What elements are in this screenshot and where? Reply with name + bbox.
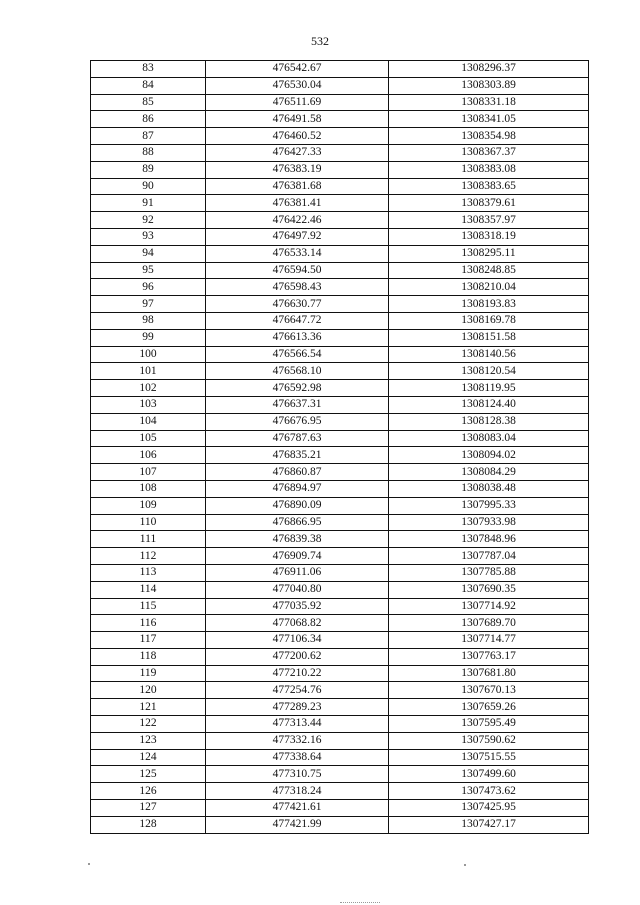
table-row <box>91 312 589 329</box>
table-row <box>91 144 589 161</box>
x-coordinate-cell: 477106.34 <box>206 632 389 649</box>
table-row <box>91 598 589 615</box>
point-number-cell: 102 <box>91 380 206 397</box>
y-coordinate-cell: 1307473.62 <box>389 783 589 800</box>
x-coordinate-cell: 477210.22 <box>206 665 389 682</box>
y-coordinate-cell: 1308318.19 <box>389 228 589 245</box>
point-number-cell: 84 <box>91 77 206 94</box>
point-number-cell: 114 <box>91 581 206 598</box>
scan-speck <box>464 864 466 866</box>
x-coordinate-cell: 476637.31 <box>206 396 389 413</box>
x-coordinate-cell: 476835.21 <box>206 447 389 464</box>
table-row <box>91 61 589 78</box>
table-row <box>91 648 589 665</box>
x-coordinate-cell: 477318.24 <box>206 783 389 800</box>
table-row <box>91 766 589 783</box>
y-coordinate-cell: 1308296.37 <box>389 61 589 78</box>
table-row <box>91 716 589 733</box>
table-row <box>91 800 589 817</box>
x-coordinate-cell: 476530.04 <box>206 77 389 94</box>
point-number-cell: 123 <box>91 732 206 749</box>
point-number-cell: 124 <box>91 749 206 766</box>
y-coordinate-cell: 1307595.49 <box>389 716 589 733</box>
scan-speck <box>88 863 90 865</box>
y-coordinate-cell: 1307681.80 <box>389 665 589 682</box>
point-number-cell: 120 <box>91 682 206 699</box>
y-coordinate-cell: 1307689.70 <box>389 615 589 632</box>
y-coordinate-cell: 1307427.17 <box>389 816 589 833</box>
x-coordinate-cell: 477068.82 <box>206 615 389 632</box>
point-number-cell: 98 <box>91 312 206 329</box>
table-row <box>91 161 589 178</box>
point-number-cell: 94 <box>91 245 206 262</box>
x-coordinate-cell: 476422.46 <box>206 212 389 229</box>
table-row <box>91 699 589 716</box>
y-coordinate-cell: 1307499.60 <box>389 766 589 783</box>
point-number-cell: 105 <box>91 430 206 447</box>
x-coordinate-cell: 477035.92 <box>206 598 389 615</box>
y-coordinate-cell: 1308120.54 <box>389 363 589 380</box>
point-number-cell: 90 <box>91 178 206 195</box>
table-row <box>91 262 589 279</box>
y-coordinate-cell: 1307933.98 <box>389 514 589 531</box>
x-coordinate-cell: 476511.69 <box>206 94 389 111</box>
table-row <box>91 228 589 245</box>
point-number-cell: 125 <box>91 766 206 783</box>
x-coordinate-cell: 477289.23 <box>206 699 389 716</box>
y-coordinate-cell: 1308128.38 <box>389 413 589 430</box>
x-coordinate-cell: 476647.72 <box>206 312 389 329</box>
page-number: 532 <box>311 34 329 48</box>
x-coordinate-cell: 476383.19 <box>206 161 389 178</box>
point-number-cell: 89 <box>91 161 206 178</box>
y-coordinate-cell: 1308303.89 <box>389 77 589 94</box>
y-coordinate-cell: 1307425.95 <box>389 800 589 817</box>
point-number-cell: 118 <box>91 648 206 665</box>
x-coordinate-cell: 476381.41 <box>206 195 389 212</box>
table-row <box>91 514 589 531</box>
table-row <box>91 581 589 598</box>
x-coordinate-cell: 476568.10 <box>206 363 389 380</box>
point-number-cell: 122 <box>91 716 206 733</box>
x-coordinate-cell: 476598.43 <box>206 279 389 296</box>
table-row <box>91 682 589 699</box>
y-coordinate-cell: 1308119.95 <box>389 380 589 397</box>
point-number-cell: 103 <box>91 396 206 413</box>
point-number-cell: 106 <box>91 447 206 464</box>
point-number-cell: 116 <box>91 615 206 632</box>
y-coordinate-cell: 1307659.26 <box>389 699 589 716</box>
point-number-cell: 127 <box>91 800 206 817</box>
table-row <box>91 430 589 447</box>
y-coordinate-cell: 1308383.08 <box>389 161 589 178</box>
x-coordinate-cell: 476491.58 <box>206 111 389 128</box>
point-number-cell: 121 <box>91 699 206 716</box>
table-row <box>91 128 589 145</box>
x-coordinate-cell: 476427.33 <box>206 144 389 161</box>
x-coordinate-cell: 476460.52 <box>206 128 389 145</box>
x-coordinate-cell: 476542.67 <box>206 61 389 78</box>
x-coordinate-cell: 476630.77 <box>206 296 389 313</box>
y-coordinate-cell: 1308094.02 <box>389 447 589 464</box>
table-row <box>91 816 589 833</box>
y-coordinate-cell: 1308084.29 <box>389 464 589 481</box>
x-coordinate-cell: 476890.09 <box>206 497 389 514</box>
x-coordinate-cell: 477338.64 <box>206 749 389 766</box>
point-number-cell: 101 <box>91 363 206 380</box>
y-coordinate-cell: 1308210.04 <box>389 279 589 296</box>
y-coordinate-cell: 1308038.48 <box>389 480 589 497</box>
x-coordinate-cell: 477200.62 <box>206 648 389 665</box>
point-number-cell: 93 <box>91 228 206 245</box>
table-row <box>91 346 589 363</box>
y-coordinate-cell: 1308367.37 <box>389 144 589 161</box>
table-row <box>91 329 589 346</box>
x-coordinate-cell: 477421.61 <box>206 800 389 817</box>
x-coordinate-cell: 476839.38 <box>206 531 389 548</box>
table-row <box>91 783 589 800</box>
y-coordinate-cell: 1307787.04 <box>389 548 589 565</box>
y-coordinate-cell: 1308379.61 <box>389 195 589 212</box>
table-row <box>91 447 589 464</box>
coordinate-table-body <box>91 61 589 834</box>
point-number-cell: 109 <box>91 497 206 514</box>
table-row <box>91 77 589 94</box>
x-coordinate-cell: 476594.50 <box>206 262 389 279</box>
table-row <box>91 665 589 682</box>
point-number-cell: 83 <box>91 61 206 78</box>
point-number-cell: 115 <box>91 598 206 615</box>
point-number-cell: 99 <box>91 329 206 346</box>
table-row <box>91 212 589 229</box>
y-coordinate-cell: 1308248.85 <box>389 262 589 279</box>
y-coordinate-cell: 1307848.96 <box>389 531 589 548</box>
scan-edge-mark <box>340 902 380 903</box>
point-number-cell: 87 <box>91 128 206 145</box>
x-coordinate-cell: 477421.99 <box>206 816 389 833</box>
x-coordinate-cell: 476787.63 <box>206 430 389 447</box>
y-coordinate-cell: 1308354.98 <box>389 128 589 145</box>
x-coordinate-cell: 476911.06 <box>206 564 389 581</box>
x-coordinate-cell: 476381.68 <box>206 178 389 195</box>
table-row <box>91 464 589 481</box>
y-coordinate-cell: 1307763.17 <box>389 648 589 665</box>
x-coordinate-cell: 476676.95 <box>206 413 389 430</box>
table-row <box>91 413 589 430</box>
y-coordinate-cell: 1307515.55 <box>389 749 589 766</box>
y-coordinate-cell: 1308383.65 <box>389 178 589 195</box>
table-row <box>91 497 589 514</box>
table-row <box>91 732 589 749</box>
table-row <box>91 178 589 195</box>
y-coordinate-cell: 1307690.35 <box>389 581 589 598</box>
x-coordinate-cell: 477254.76 <box>206 682 389 699</box>
coordinate-table <box>90 60 589 834</box>
y-coordinate-cell: 1308357.97 <box>389 212 589 229</box>
y-coordinate-cell: 1308083.04 <box>389 430 589 447</box>
y-coordinate-cell: 1308331.18 <box>389 94 589 111</box>
point-number-cell: 88 <box>91 144 206 161</box>
y-coordinate-cell: 1307670.13 <box>389 682 589 699</box>
y-coordinate-cell: 1307995.33 <box>389 497 589 514</box>
y-coordinate-cell: 1308341.05 <box>389 111 589 128</box>
y-coordinate-cell: 1308151.58 <box>389 329 589 346</box>
point-number-cell: 104 <box>91 413 206 430</box>
table-row <box>91 615 589 632</box>
point-number-cell: 126 <box>91 783 206 800</box>
table-row <box>91 548 589 565</box>
point-number-cell: 108 <box>91 480 206 497</box>
y-coordinate-cell: 1308193.83 <box>389 296 589 313</box>
y-coordinate-cell: 1308124.40 <box>389 396 589 413</box>
point-number-cell: 96 <box>91 279 206 296</box>
x-coordinate-cell: 476566.54 <box>206 346 389 363</box>
table-row <box>91 94 589 111</box>
table-row <box>91 396 589 413</box>
x-coordinate-cell: 476592.98 <box>206 380 389 397</box>
x-coordinate-cell: 476894.97 <box>206 480 389 497</box>
x-coordinate-cell: 477332.16 <box>206 732 389 749</box>
table-row <box>91 363 589 380</box>
point-number-cell: 119 <box>91 665 206 682</box>
y-coordinate-cell: 1307714.77 <box>389 632 589 649</box>
x-coordinate-cell: 477310.75 <box>206 766 389 783</box>
point-number-cell: 112 <box>91 548 206 565</box>
table-row <box>91 195 589 212</box>
x-coordinate-cell: 477040.80 <box>206 581 389 598</box>
table-row <box>91 245 589 262</box>
point-number-cell: 117 <box>91 632 206 649</box>
y-coordinate-cell: 1307590.62 <box>389 732 589 749</box>
point-number-cell: 91 <box>91 195 206 212</box>
x-coordinate-cell: 476533.14 <box>206 245 389 262</box>
point-number-cell: 113 <box>91 564 206 581</box>
x-coordinate-cell: 477313.44 <box>206 716 389 733</box>
table-row <box>91 111 589 128</box>
point-number-cell: 110 <box>91 514 206 531</box>
table-row <box>91 632 589 649</box>
y-coordinate-cell: 1308295.11 <box>389 245 589 262</box>
y-coordinate-cell: 1307714.92 <box>389 598 589 615</box>
y-coordinate-cell: 1308169.78 <box>389 312 589 329</box>
point-number-cell: 128 <box>91 816 206 833</box>
x-coordinate-cell: 476497.92 <box>206 228 389 245</box>
point-number-cell: 97 <box>91 296 206 313</box>
table-row <box>91 531 589 548</box>
table-row <box>91 279 589 296</box>
y-coordinate-cell: 1308140.56 <box>389 346 589 363</box>
point-number-cell: 100 <box>91 346 206 363</box>
y-coordinate-cell: 1307785.88 <box>389 564 589 581</box>
table-row <box>91 564 589 581</box>
point-number-cell: 92 <box>91 212 206 229</box>
point-number-cell: 86 <box>91 111 206 128</box>
point-number-cell: 107 <box>91 464 206 481</box>
point-number-cell: 85 <box>91 94 206 111</box>
table-row <box>91 480 589 497</box>
table-row <box>91 749 589 766</box>
table-row <box>91 380 589 397</box>
point-number-cell: 111 <box>91 531 206 548</box>
x-coordinate-cell: 476866.95 <box>206 514 389 531</box>
x-coordinate-cell: 476860.87 <box>206 464 389 481</box>
point-number-cell: 95 <box>91 262 206 279</box>
x-coordinate-cell: 476613.36 <box>206 329 389 346</box>
x-coordinate-cell: 476909.74 <box>206 548 389 565</box>
table-row <box>91 296 589 313</box>
